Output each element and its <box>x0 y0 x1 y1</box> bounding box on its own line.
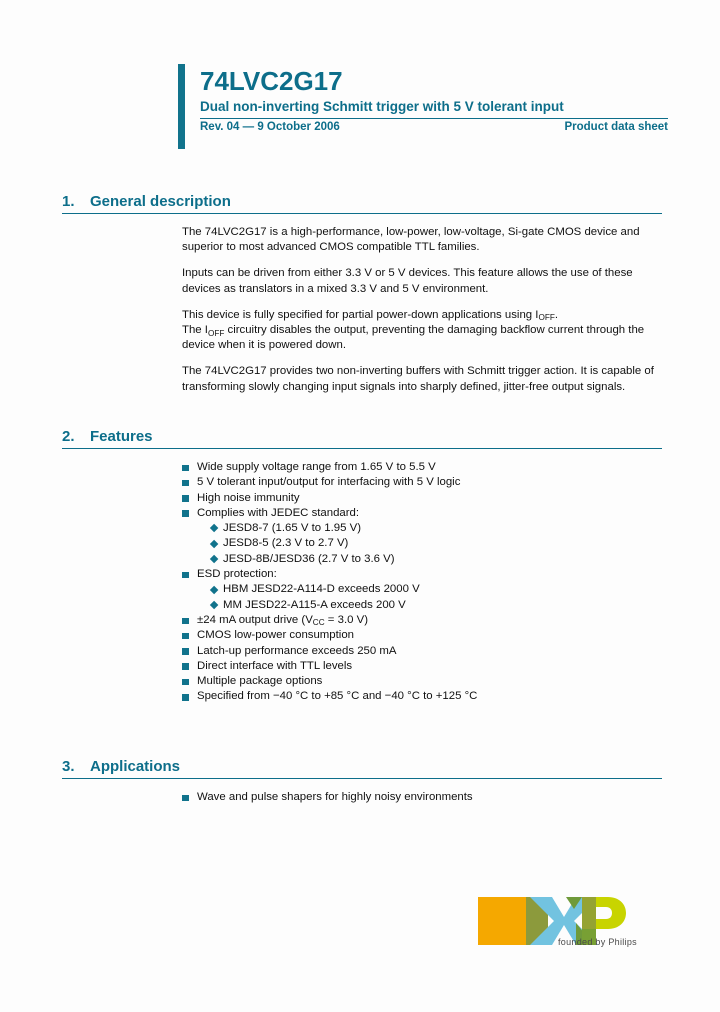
ioff-subscript-1: OFF <box>538 313 555 323</box>
list-item <box>182 475 660 490</box>
features-list <box>182 460 660 705</box>
document-header <box>178 64 668 133</box>
paragraph-buffers: The 74LVC2G17 provides two non-inverting buffers with Schmitt trigger action. It is capable of transforming slowly changing input signals into sharply defined, jitter-free output signals. <box>182 365 654 393</box>
section-body <box>182 779 660 805</box>
ioff-line1-post: . <box>554 308 558 321</box>
square-bullet-icon <box>182 633 189 640</box>
list-item <box>210 598 660 613</box>
ioff-line2-post: circuitry disables the output, preventing the damaging backflow current through the device when it is powered down. <box>182 324 645 352</box>
list-item-label: Wave and pulse shapers for highly noisy environments <box>197 791 473 803</box>
list-item-label: ESD protection: <box>197 568 277 581</box>
paragraph-inputs: Inputs can be driven from either 3.3 V or 5 V devices. This feature allows the use of these devices as translators in a mixed 3.3 V and 5 V environment. <box>182 267 633 295</box>
square-bullet-icon <box>182 618 189 625</box>
list-item-label: Complies with JEDEC standard: <box>197 506 360 519</box>
logo-tagline: founded by Philips <box>558 937 637 947</box>
ioff-subscript-2: OFF <box>207 328 225 338</box>
section-body <box>182 214 660 395</box>
list-item <box>182 628 660 643</box>
output-drive-pre: ±24 mA output drive (V <box>197 613 313 626</box>
header-accent-bar <box>178 64 185 149</box>
list-item-label: Specified from −40 °C to +85 °C and −40 °C to +125 °C <box>197 690 478 703</box>
list-item-label: Direct interface with TTL levels <box>197 659 353 672</box>
list-item <box>182 659 660 674</box>
vcc-subscript: CC <box>312 618 325 628</box>
list-item-label: Wide supply voltage range from 1.65 V to 5.5 V <box>197 461 436 473</box>
list-item <box>182 506 660 567</box>
section-general-description <box>62 193 662 395</box>
section-heading <box>62 193 662 214</box>
square-bullet-icon <box>182 679 189 686</box>
diamond-bullet-icon <box>209 524 218 533</box>
section-title: General description <box>90 193 231 210</box>
square-bullet-icon <box>182 465 189 472</box>
list-item-label: CMOS low-power consumption <box>197 629 354 642</box>
list-item <box>210 582 660 597</box>
section-features <box>62 428 662 705</box>
list-item <box>182 644 660 659</box>
list-item <box>182 674 660 689</box>
list-item-label: JESD-8B/JESD36 (2.7 V to 3.6 V) <box>223 552 395 565</box>
square-bullet-icon <box>182 572 189 579</box>
page-title: 74LVC2G17 <box>200 66 343 96</box>
section-applications <box>62 758 662 805</box>
ioff-line1-pre: This device is fully specified for partial power-down applications using I <box>182 308 539 321</box>
list-item <box>182 460 660 475</box>
section-title: Applications <box>90 758 181 775</box>
list-item-label: Latch-up performance exceeds 250 mA <box>197 644 397 657</box>
section-heading <box>62 428 662 449</box>
square-bullet-icon <box>182 663 189 670</box>
list-item <box>210 536 660 551</box>
square-bullet-icon <box>182 510 189 517</box>
applications-list <box>182 790 660 805</box>
section-number: 2. <box>62 428 75 445</box>
section-number: 3. <box>62 758 75 775</box>
section-title: Features <box>90 428 153 445</box>
jedec-sublist <box>197 521 660 567</box>
list-item-label: MM JESD22-A115-A exceeds 200 V <box>223 598 406 611</box>
nxp-logo <box>478 893 668 955</box>
list-item-label: JESD8-7 (1.65 V to 1.95 V) <box>223 522 362 535</box>
esd-sublist <box>197 582 660 613</box>
paragraph-ioff <box>182 308 660 354</box>
square-bullet-icon <box>182 648 189 655</box>
list-item <box>210 521 660 536</box>
square-bullet-icon <box>182 795 189 802</box>
list-item-temperature-range <box>182 689 660 704</box>
ioff-line2-pre: The I <box>182 324 208 337</box>
output-drive-post: = 3.0 V) <box>324 613 368 626</box>
list-item <box>210 552 660 567</box>
diamond-bullet-icon <box>209 555 218 564</box>
document-subtitle: Dual non-inverting Schmitt trigger with 5 V tolerant input <box>200 99 564 114</box>
list-item <box>182 567 660 613</box>
section-heading <box>62 758 662 779</box>
document-type-label: Product data sheet <box>564 121 668 133</box>
square-bullet-icon <box>182 495 189 502</box>
list-item-label: HBM JESD22-A114-D exceeds 2000 V <box>223 583 420 596</box>
diamond-bullet-icon <box>209 585 218 594</box>
revision-row <box>200 118 668 133</box>
diamond-bullet-icon <box>209 601 218 610</box>
square-bullet-icon <box>182 694 189 701</box>
diamond-bullet-icon <box>209 539 218 548</box>
paragraph-intro: The 74LVC2G17 is a high-performance, low-power, low-voltage, Si-gate CMOS device and superior to most advanced CMOS compatible TTL families. <box>182 226 640 254</box>
list-item-output-drive <box>182 613 660 628</box>
section-body <box>182 449 660 705</box>
revision-text: Rev. 04 — 9 October 2006 <box>200 121 340 133</box>
list-item-label: Multiple package options <box>197 675 323 688</box>
square-bullet-icon <box>182 480 189 487</box>
section-number: 1. <box>62 193 75 210</box>
list-item-label: 5 V tolerant input/output for interfacing with 5 V logic <box>197 476 461 489</box>
list-item <box>182 790 660 805</box>
list-item-label: JESD8-5 (2.3 V to 2.7 V) <box>223 537 349 550</box>
list-item <box>182 491 660 506</box>
list-item-label: High noise immunity <box>197 491 300 504</box>
